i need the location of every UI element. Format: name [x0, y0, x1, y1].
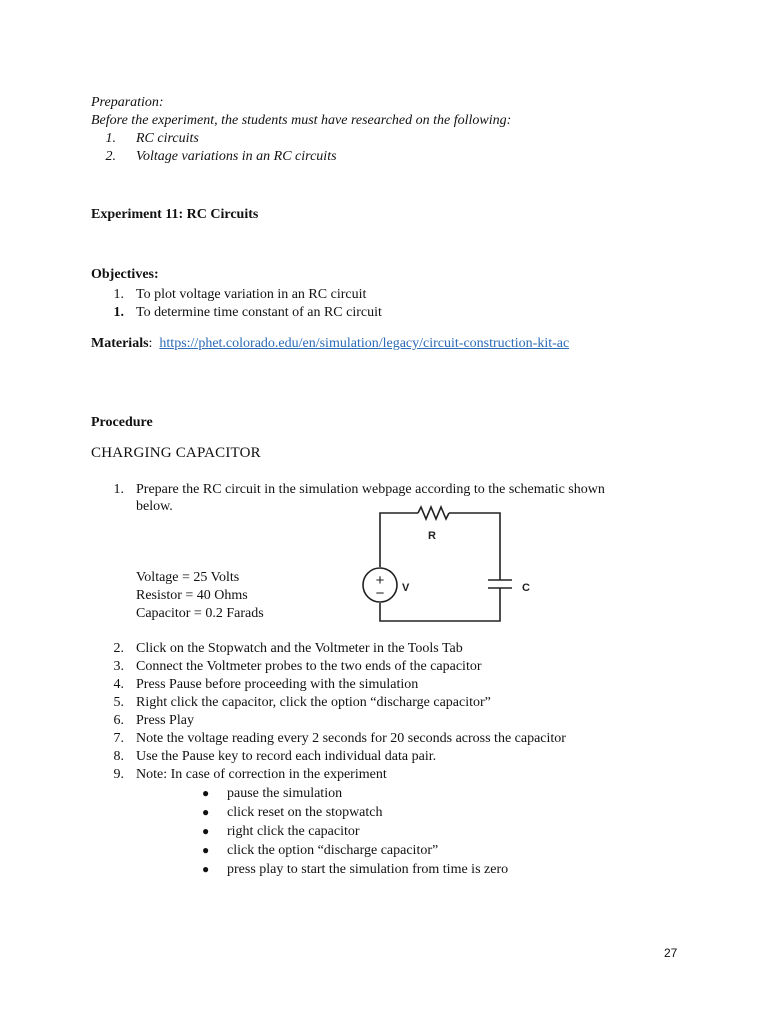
list-number: 2.: [113, 641, 124, 656]
step-1-line-1: Prepare the RC circuit in the simulation webpage according to the schematic shown: [136, 482, 605, 497]
bullet-icon: ●: [202, 805, 210, 819]
list-number: 1.: [113, 482, 124, 497]
rc-circuit-schematic: [355, 505, 533, 633]
list-item: Connect the Voltmeter probes to the two ends of the capacitor: [136, 659, 482, 674]
source-label: V: [402, 582, 410, 594]
step-1-line-2: below.: [136, 499, 173, 514]
resistor-value: Resistor = 40 Ohms: [136, 588, 248, 603]
bullet-icon: ●: [202, 843, 210, 857]
list-item: right click the capacitor: [227, 824, 360, 839]
list-item: Right click the capacitor, click the option “discharge capacitor”: [136, 695, 491, 710]
capacitor-label: C: [522, 582, 530, 594]
list-item: To plot voltage variation in an RC circuit: [136, 287, 367, 302]
circuit-wire: [380, 588, 500, 621]
resistor-label: R: [428, 530, 436, 542]
preparation-heading: Preparation:: [91, 95, 164, 110]
resistor-symbol: [418, 507, 449, 519]
page-number: 27: [664, 946, 678, 960]
bullet-icon: ●: [202, 824, 210, 838]
list-item: click the option “discharge capacitor”: [227, 843, 439, 858]
list-number: 3.: [113, 659, 124, 674]
bullet-icon: ●: [202, 862, 210, 876]
materials-link[interactable]: https://phet.colorado.edu/en/simulation/legacy/circuit-construction-kit-ac: [159, 336, 570, 351]
list-number: 1.: [113, 287, 124, 302]
materials-colon: :: [148, 336, 153, 351]
list-item: press play to start the simulation from time is zero: [227, 862, 509, 877]
materials-label: Materials: [91, 336, 149, 351]
objectives-heading: Objectives:: [91, 267, 159, 282]
list-number: 1.: [105, 131, 116, 146]
list-number: 4.: [113, 677, 124, 692]
bullet-icon: ●: [202, 786, 210, 800]
source-plus-sign: +: [375, 572, 385, 589]
source-minus-sign: −: [375, 585, 385, 602]
materials-line: [91, 335, 569, 353]
list-number: 5.: [113, 695, 124, 710]
list-number: 8.: [113, 749, 124, 764]
capacitor-value: Capacitor = 0.2 Farads: [136, 606, 264, 621]
list-item: Click on the Stopwatch and the Voltmeter in the Tools Tab: [136, 641, 463, 656]
list-number: 6.: [113, 713, 124, 728]
list-item: Press Pause before proceeding with the simulation: [136, 677, 419, 692]
list-item: Use the Pause key to record each individual data pair.: [136, 749, 437, 764]
list-item: To determine time constant of an RC circuit: [136, 305, 382, 320]
list-item: Note the voltage reading every 2 seconds for 20 seconds across the capacitor: [136, 731, 566, 746]
procedure-subheading: CHARGING CAPACITOR: [91, 445, 261, 461]
list-item: Note: In case of correction in the experiment: [136, 767, 387, 782]
list-number: 2.: [105, 149, 116, 164]
list-item: RC circuits: [136, 131, 199, 146]
list-number: 1.: [113, 305, 124, 320]
experiment-title: Experiment 11: RC Circuits: [91, 207, 259, 222]
list-number: 9.: [113, 767, 124, 782]
list-number: 7.: [113, 731, 124, 746]
circuit-wire: [449, 513, 500, 580]
list-item: Voltage variations in an RC circuits: [136, 149, 337, 164]
voltage-value: Voltage = 25 Volts: [136, 570, 240, 585]
circuit-wire: [380, 513, 418, 567]
procedure-heading: Procedure: [91, 415, 153, 430]
list-item: pause the simulation: [227, 786, 343, 801]
list-item: click reset on the stopwatch: [227, 805, 383, 820]
preparation-intro: Before the experiment, the students must have researched on the following:: [91, 113, 512, 128]
list-item: Press Play: [136, 713, 194, 728]
